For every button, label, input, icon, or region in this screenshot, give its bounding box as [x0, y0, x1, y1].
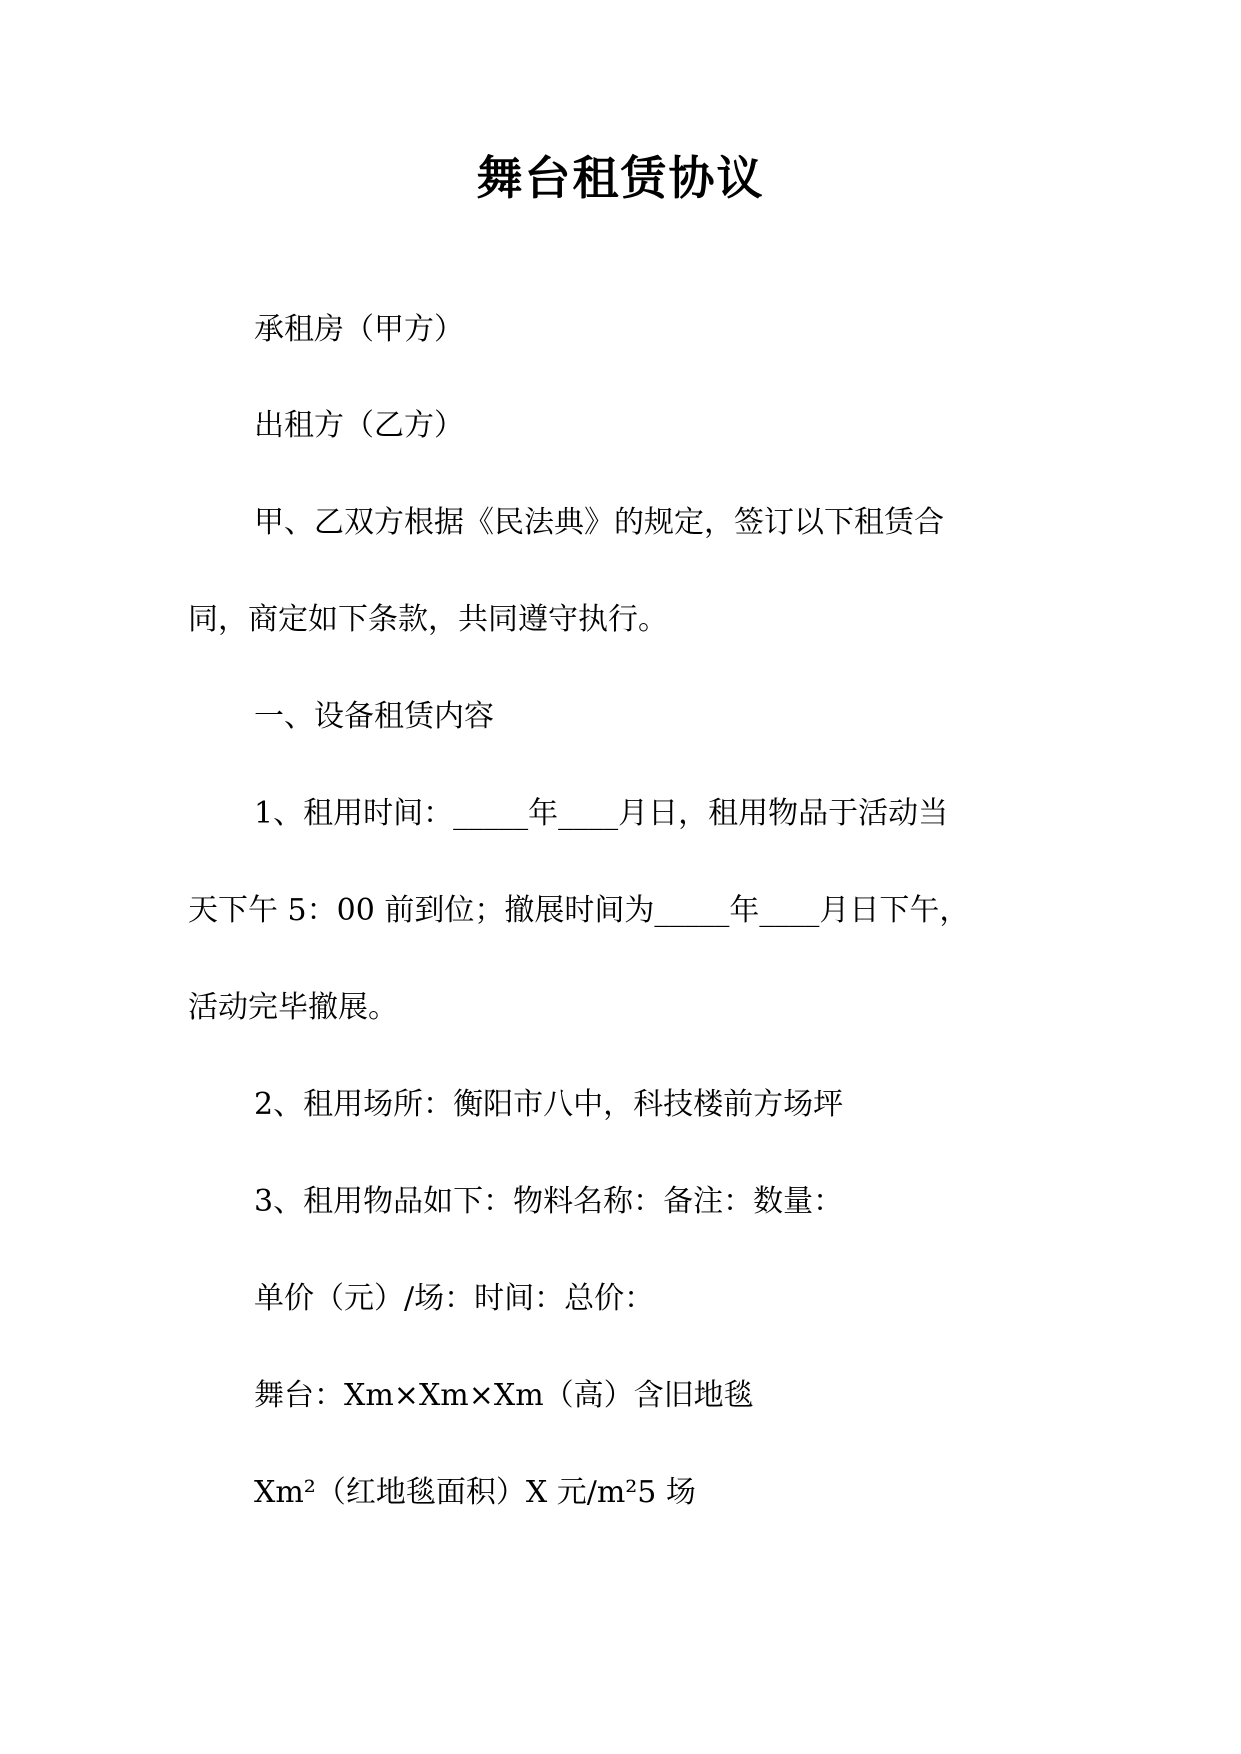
preamble-line-1: 甲、乙双方根据《民法典》的规定，签订以下租赁合	[254, 505, 944, 540]
section-heading-1: 一、设备租赁内容	[254, 699, 494, 734]
clause-1-line-2: 天下午 5：00 前到位；撤展时间为_____年____月日下午，	[188, 893, 970, 928]
price-header-line: 单价（元）/场：时间：总价：	[254, 1281, 655, 1316]
document-title: 舞台租赁协议	[476, 151, 765, 205]
party-a-line: 承租房（甲方）	[254, 312, 464, 347]
clause-3-line: 3、租用物品如下：物料名称：备注：数量：	[254, 1184, 844, 1219]
clause-1-line-1: 1、租用时间：_____年____月日，租用物品于活动当	[254, 796, 949, 831]
preamble-line-2: 同，商定如下条款，共同遵守执行。	[188, 602, 668, 637]
party-b-line: 出租方（乙方）	[254, 408, 464, 443]
carpet-item-line: Xm²（红地毯面积）X 元/m²5 场	[254, 1475, 696, 1510]
clause-2-line: 2、租用场所：衡阳市八中，科技楼前方场坪	[254, 1087, 844, 1122]
stage-item-line: 舞台：Xm×Xm×Xm（高）含旧地毯	[254, 1378, 754, 1413]
clause-1-line-3: 活动完毕撤展。	[188, 990, 398, 1025]
